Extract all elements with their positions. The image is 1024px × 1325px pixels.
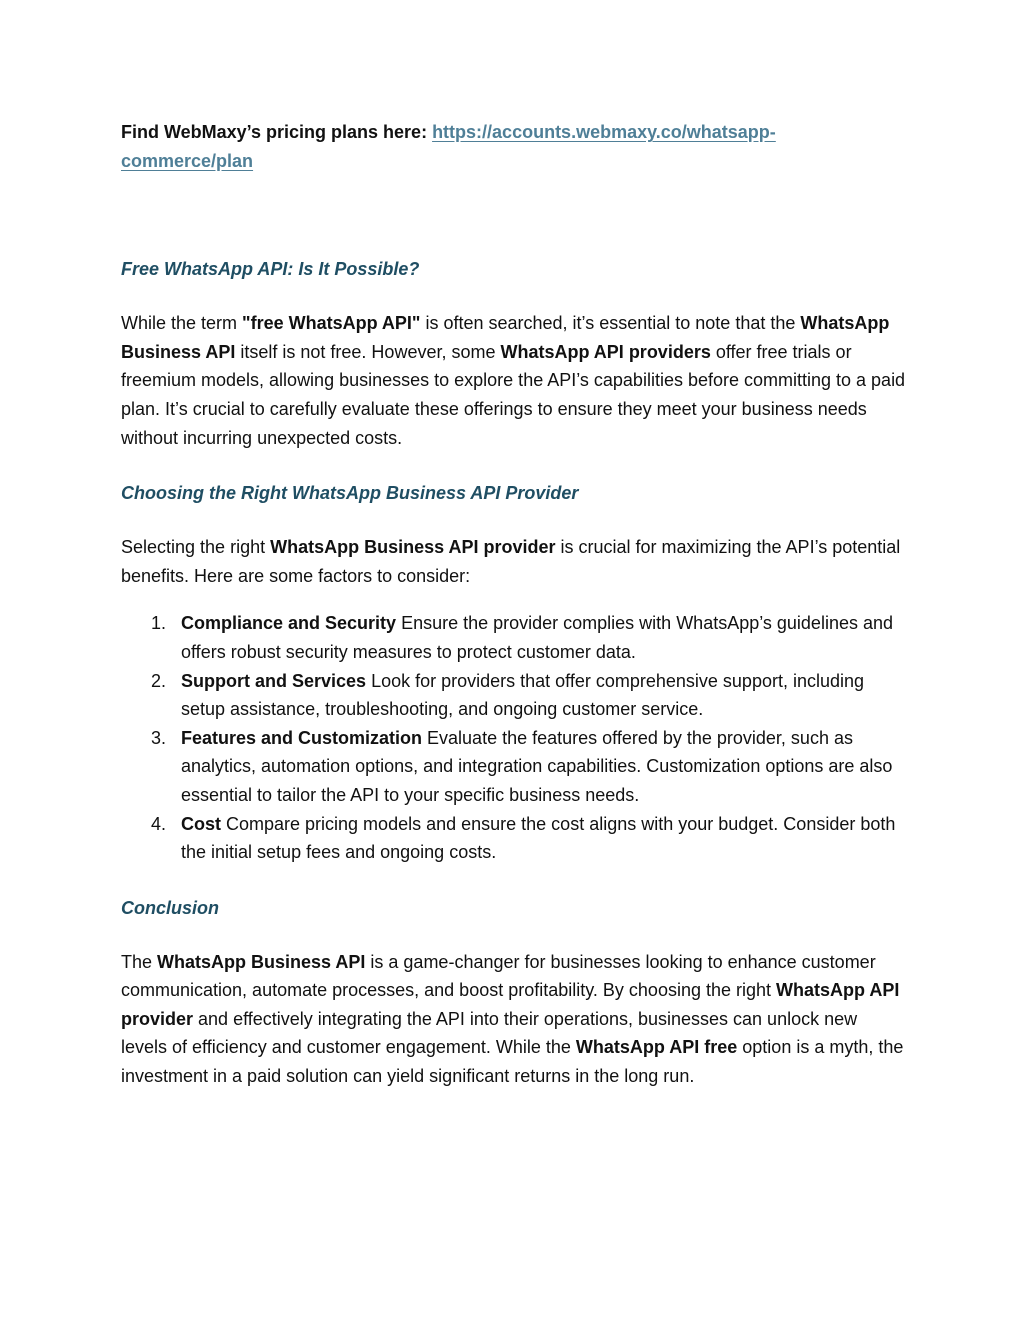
paragraph-conclusion: The WhatsApp Business API is a game-changer for businesses looking to enhance customer communication, automate processes, and boost profitability. By choosing the right WhatsApp API provider and effectively integrating the API into their operations, businesses can unlock new levels of efficiency and customer engagement. While the WhatsApp API free option is a myth, the investment in a paid solution can yield significant returns in the long run. xyxy=(121,951,904,1087)
pricing-intro-label: Find WebMaxy’s pricing plans here: xyxy=(121,122,433,142)
paragraph-choosing-provider: Selecting the right WhatsApp Business API provider is crucial for maximizing the API’s potential benefits. Here are some factors to consider: xyxy=(121,537,901,586)
list-item: 3. Features and Customization Evaluate the features offered by the provider, such as analytics, automation options, and integration capabilities. Customization options are also essential to tailor the API to your specific business needs. xyxy=(151,727,893,805)
document-page xyxy=(121,118,906,1091)
list-item: 2. Support and Services Look for providers that offer comprehensive support, including setup assistance, troubleshooting, and ongoing customer service. xyxy=(151,670,865,720)
paragraph-free-api: While the term "free WhatsApp API" is often searched, it’s essential to note that the WhatsApp Business API itself is not free. However, some WhatsApp API providers offer free trials or freemium models, allowing businesses to explore the API’s capabilities before committing to a paid plan. It’s crucial to carefully evaluate these offerings to ensure they meet your business needs without incurring unexpected costs. xyxy=(121,313,906,448)
pricing-intro xyxy=(121,118,906,175)
list-item: 4. Cost Compare pricing models and ensure the cost aligns with your budget. Consider both the initial setup fees and ongoing costs. xyxy=(151,813,896,863)
pricing-plan-link[interactable]: https://accounts.webmaxy.co/whatsapp- commerce/plan xyxy=(121,122,776,171)
factors-list xyxy=(121,609,906,866)
heading-choosing-provider: Choosing the Right WhatsApp Business API Provider xyxy=(121,483,579,504)
heading-conclusion: Conclusion xyxy=(121,897,219,918)
heading-free-whatsapp-api: Free WhatsApp API: Is It Possible? xyxy=(121,259,420,280)
list-item: 1. Compliance and Security Ensure the provider complies with WhatsApp’s guidelines and offers robust security measures to protect customer data. xyxy=(151,613,893,662)
